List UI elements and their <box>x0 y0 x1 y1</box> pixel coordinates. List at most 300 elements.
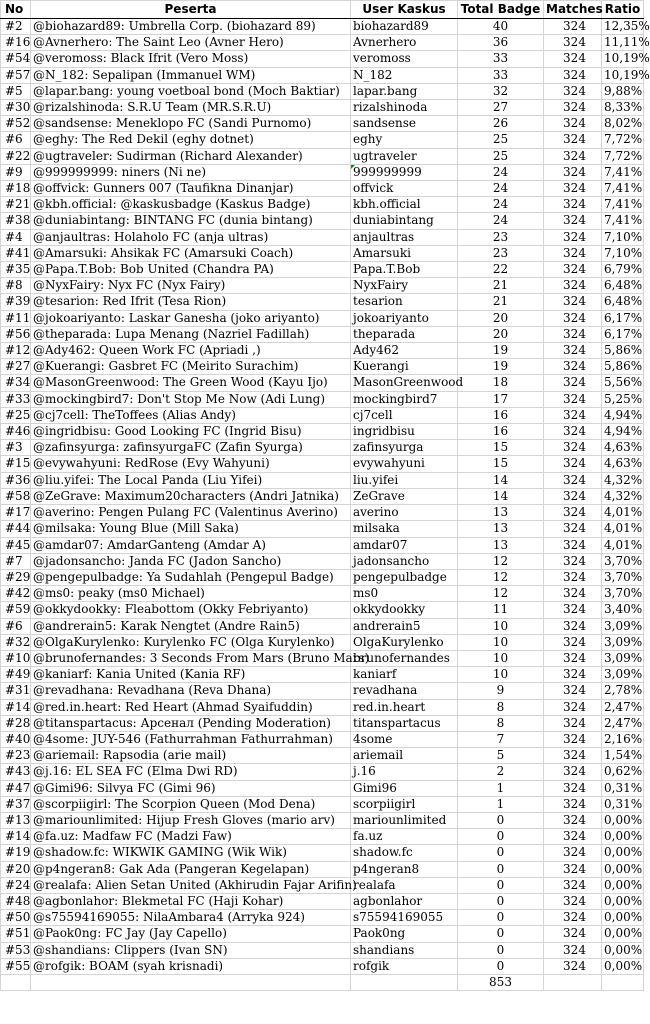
cell-no[interactable]: #6 <box>1 132 31 148</box>
cell-ratio[interactable]: 0,00% <box>602 861 644 877</box>
footer-cell[interactable] <box>351 974 458 990</box>
cell-user-kaskus[interactable]: mariounlimited <box>351 812 458 828</box>
cell-no[interactable]: #4 <box>1 229 31 245</box>
cell-peserta[interactable]: @pengepulbadge: Ya Sudahlah (Pengepul Badge) <box>31 569 351 585</box>
cell-peserta[interactable]: @red.in.heart: Red Heart (Ahmad Syaifuddin) <box>31 699 351 715</box>
cell-no[interactable]: #54 <box>1 51 31 67</box>
cell-user-kaskus[interactable]: Kuerangi <box>351 359 458 375</box>
cell-ratio[interactable]: 3,70% <box>602 553 644 569</box>
cell-matches[interactable]: 324 <box>544 602 602 618</box>
cell-ratio[interactable]: 7,10% <box>602 245 644 261</box>
cell-total-badge[interactable]: 13 <box>458 505 544 521</box>
cell-ratio[interactable]: 4,32% <box>602 488 644 504</box>
cell-ratio[interactable]: 2,78% <box>602 683 644 699</box>
cell-total-badge[interactable]: 14 <box>458 472 544 488</box>
cell-matches[interactable]: 324 <box>544 424 602 440</box>
cell-ratio[interactable]: 3,09% <box>602 618 644 634</box>
cell-no[interactable]: #22 <box>1 148 31 164</box>
cell-no[interactable]: #52 <box>1 116 31 132</box>
cell-ratio[interactable]: 0,00% <box>602 926 644 942</box>
footer-cell[interactable] <box>1 974 31 990</box>
footer-cell[interactable] <box>602 974 644 990</box>
cell-user-kaskus[interactable]: theparada <box>351 326 458 342</box>
cell-matches[interactable]: 324 <box>544 164 602 180</box>
cell-peserta[interactable]: @averino: Pengen Pulang FC (Valentinus Averino) <box>31 505 351 521</box>
cell-user-kaskus[interactable]: mockingbird7 <box>351 391 458 407</box>
cell-no[interactable]: #7 <box>1 553 31 569</box>
cell-peserta[interactable]: @999999999: niners (Ni ne) <box>31 164 351 180</box>
cell-ratio[interactable]: 10,19% <box>602 51 644 67</box>
cell-total-badge[interactable]: 36 <box>458 35 544 51</box>
cell-user-kaskus[interactable]: 999999999 <box>351 164 458 180</box>
cell-no[interactable]: #33 <box>1 391 31 407</box>
cell-user-kaskus[interactable]: realafa <box>351 877 458 893</box>
cell-user-kaskus[interactable]: 4some <box>351 731 458 747</box>
cell-ratio[interactable]: 0,31% <box>602 796 644 812</box>
cell-ratio[interactable]: 0,62% <box>602 764 644 780</box>
cell-no[interactable]: #45 <box>1 537 31 553</box>
cell-no[interactable]: #8 <box>1 278 31 294</box>
cell-no[interactable]: #34 <box>1 375 31 391</box>
cell-no[interactable]: #44 <box>1 521 31 537</box>
cell-user-kaskus[interactable]: jadonsancho <box>351 553 458 569</box>
cell-ratio[interactable]: 6,48% <box>602 294 644 310</box>
cell-total-badge[interactable]: 21 <box>458 278 544 294</box>
cell-peserta[interactable]: @rofgik: BOAM (syah krisnadi) <box>31 958 351 974</box>
cell-user-kaskus[interactable]: okkydookky <box>351 602 458 618</box>
cell-ratio[interactable]: 7,41% <box>602 197 644 213</box>
cell-no[interactable]: #24 <box>1 877 31 893</box>
cell-ratio[interactable]: 5,25% <box>602 391 644 407</box>
cell-no[interactable]: #35 <box>1 262 31 278</box>
cell-matches[interactable]: 324 <box>544 715 602 731</box>
cell-ratio[interactable]: 4,94% <box>602 424 644 440</box>
cell-ratio[interactable]: 7,41% <box>602 181 644 197</box>
cell-total-badge[interactable]: 33 <box>458 67 544 83</box>
cell-peserta[interactable]: @ms0: peaky (ms0 Michael) <box>31 586 351 602</box>
cell-user-kaskus[interactable]: liu.yifei <box>351 472 458 488</box>
cell-user-kaskus[interactable]: revadhana <box>351 683 458 699</box>
cell-matches[interactable]: 324 <box>544 116 602 132</box>
cell-user-kaskus[interactable]: NyxFairy <box>351 278 458 294</box>
cell-total-badge[interactable]: 13 <box>458 537 544 553</box>
cell-peserta[interactable]: @shandians: Clippers (Ivan SN) <box>31 942 351 958</box>
cell-matches[interactable]: 324 <box>544 796 602 812</box>
cell-user-kaskus[interactable]: Paok0ng <box>351 926 458 942</box>
cell-total-badge[interactable]: 26 <box>458 116 544 132</box>
cell-total-badge[interactable]: 15 <box>458 456 544 472</box>
cell-user-kaskus[interactable]: ariemail <box>351 748 458 764</box>
cell-peserta[interactable]: @fa.uz: Madfaw FC (Madzi Faw) <box>31 829 351 845</box>
cell-user-kaskus[interactable]: Gimi96 <box>351 780 458 796</box>
cell-matches[interactable]: 324 <box>544 213 602 229</box>
cell-user-kaskus[interactable]: Amarsuki <box>351 245 458 261</box>
cell-matches[interactable]: 324 <box>544 359 602 375</box>
cell-no[interactable]: #48 <box>1 893 31 909</box>
cell-no[interactable]: #9 <box>1 164 31 180</box>
cell-peserta[interactable]: @tesarion: Red Ifrit (Tesa Rion) <box>31 294 351 310</box>
cell-total-badge[interactable]: 33 <box>458 51 544 67</box>
cell-user-kaskus[interactable]: ms0 <box>351 586 458 602</box>
cell-total-badge[interactable]: 15 <box>458 440 544 456</box>
cell-total-badge[interactable]: 25 <box>458 132 544 148</box>
cell-no[interactable]: #40 <box>1 731 31 747</box>
cell-user-kaskus[interactable]: evywahyuni <box>351 456 458 472</box>
cell-total-badge[interactable]: 10 <box>458 667 544 683</box>
cell-total-badge[interactable]: 1 <box>458 796 544 812</box>
cell-peserta[interactable]: @revadhana: Revadhana (Reva Dhana) <box>31 683 351 699</box>
cell-total-badge[interactable]: 20 <box>458 310 544 326</box>
cell-ratio[interactable]: 6,79% <box>602 262 644 278</box>
cell-peserta[interactable]: @liu.yifei: The Local Panda (Liu Yifei) <box>31 472 351 488</box>
cell-matches[interactable]: 324 <box>544 100 602 116</box>
cell-ratio[interactable]: 7,41% <box>602 164 644 180</box>
cell-peserta[interactable]: @MasonGreenwood: The Green Wood (Kayu Ijo) <box>31 375 351 391</box>
cell-peserta[interactable]: @andrerain5: Karak Nengtet (Andre Rain5) <box>31 618 351 634</box>
cell-ratio[interactable]: 5,86% <box>602 343 644 359</box>
cell-total-badge[interactable]: 0 <box>458 958 544 974</box>
cell-ratio[interactable]: 9,88% <box>602 83 644 99</box>
cell-no[interactable]: #29 <box>1 569 31 585</box>
cell-user-kaskus[interactable]: offvick <box>351 181 458 197</box>
cell-matches[interactable]: 324 <box>544 197 602 213</box>
cell-ratio[interactable]: 2,47% <box>602 699 644 715</box>
cell-user-kaskus[interactable]: jokoariyanto <box>351 310 458 326</box>
cell-peserta[interactable]: @kbh.official: @kaskusbadge (Kaskus Badge) <box>31 197 351 213</box>
cell-user-kaskus[interactable]: shandians <box>351 942 458 958</box>
cell-no[interactable]: #14 <box>1 699 31 715</box>
cell-no[interactable]: #21 <box>1 197 31 213</box>
cell-ratio[interactable]: 3,09% <box>602 650 644 666</box>
cell-no[interactable]: #43 <box>1 764 31 780</box>
column-header-ratio[interactable]: Ratio <box>602 1 644 19</box>
cell-total-badge[interactable]: 19 <box>458 343 544 359</box>
cell-user-kaskus[interactable]: andrerain5 <box>351 618 458 634</box>
cell-peserta[interactable]: @sandsense: Meneklopo FC (Sandi Purnomo) <box>31 116 351 132</box>
cell-matches[interactable]: 324 <box>544 877 602 893</box>
cell-total-badge[interactable]: 25 <box>458 148 544 164</box>
cell-no[interactable]: #12 <box>1 343 31 359</box>
cell-no[interactable]: #38 <box>1 213 31 229</box>
cell-matches[interactable]: 324 <box>544 910 602 926</box>
cell-no[interactable]: #27 <box>1 359 31 375</box>
cell-matches[interactable]: 324 <box>544 667 602 683</box>
cell-total-badge[interactable]: 0 <box>458 845 544 861</box>
cell-no[interactable]: #6 <box>1 618 31 634</box>
cell-no[interactable]: #50 <box>1 910 31 926</box>
cell-total-badge[interactable]: 14 <box>458 488 544 504</box>
cell-matches[interactable]: 324 <box>544 780 602 796</box>
cell-no[interactable]: #39 <box>1 294 31 310</box>
cell-user-kaskus[interactable]: ingridbisu <box>351 424 458 440</box>
cell-total-badge[interactable]: 20 <box>458 326 544 342</box>
cell-ratio[interactable]: 7,72% <box>602 148 644 164</box>
total-badge-sum[interactable]: 853 <box>458 974 544 990</box>
cell-matches[interactable]: 324 <box>544 19 602 35</box>
cell-total-badge[interactable]: 1 <box>458 780 544 796</box>
cell-total-badge[interactable]: 24 <box>458 213 544 229</box>
cell-matches[interactable]: 324 <box>544 683 602 699</box>
cell-total-badge[interactable]: 0 <box>458 910 544 926</box>
cell-peserta[interactable]: @Kuerangi: Gasbret FC (Meirito Surachim) <box>31 359 351 375</box>
cell-total-badge[interactable]: 24 <box>458 164 544 180</box>
cell-no[interactable]: #51 <box>1 926 31 942</box>
cell-total-badge[interactable]: 19 <box>458 359 544 375</box>
cell-ratio[interactable]: 0,00% <box>602 910 644 926</box>
cell-no[interactable]: #20 <box>1 861 31 877</box>
cell-ratio[interactable]: 0,00% <box>602 942 644 958</box>
cell-ratio[interactable]: 1,54% <box>602 748 644 764</box>
column-header-matches[interactable]: Matches <box>544 1 602 19</box>
cell-peserta[interactable]: @brunofernandes: 3 Seconds From Mars (Bruno Mars) <box>31 650 351 666</box>
cell-ratio[interactable]: 6,48% <box>602 278 644 294</box>
cell-peserta[interactable]: @mockingbird7: Don't Stop Me Now (Adi Lung) <box>31 391 351 407</box>
cell-total-badge[interactable]: 5 <box>458 748 544 764</box>
cell-user-kaskus[interactable]: eghy <box>351 132 458 148</box>
cell-ratio[interactable]: 4,01% <box>602 505 644 521</box>
cell-no[interactable]: #47 <box>1 780 31 796</box>
cell-total-badge[interactable]: 17 <box>458 391 544 407</box>
cell-user-kaskus[interactable]: red.in.heart <box>351 699 458 715</box>
cell-ratio[interactable]: 0,00% <box>602 893 644 909</box>
cell-total-badge[interactable]: 9 <box>458 683 544 699</box>
cell-no[interactable]: #15 <box>1 456 31 472</box>
cell-total-badge[interactable]: 12 <box>458 569 544 585</box>
column-header-no[interactable]: No <box>1 1 31 19</box>
cell-user-kaskus[interactable]: OlgaKurylenko <box>351 634 458 650</box>
cell-ratio[interactable]: 3,09% <box>602 634 644 650</box>
cell-peserta[interactable]: @ugtraveler: Sudirman (Richard Alexander) <box>31 148 351 164</box>
cell-total-badge[interactable]: 13 <box>458 521 544 537</box>
cell-total-badge[interactable]: 0 <box>458 861 544 877</box>
cell-peserta[interactable]: @Ady462: Queen Work FC (Apriadi ,) <box>31 343 351 359</box>
cell-ratio[interactable]: 7,10% <box>602 229 644 245</box>
cell-user-kaskus[interactable]: N_182 <box>351 67 458 83</box>
cell-total-badge[interactable]: 12 <box>458 586 544 602</box>
cell-matches[interactable]: 324 <box>544 521 602 537</box>
cell-user-kaskus[interactable]: brunofernandes <box>351 650 458 666</box>
cell-user-kaskus[interactable]: pengepulbadge <box>351 569 458 585</box>
cell-user-kaskus[interactable]: s75594169055 <box>351 910 458 926</box>
cell-no[interactable]: #58 <box>1 488 31 504</box>
cell-no[interactable]: #53 <box>1 942 31 958</box>
cell-ratio[interactable]: 12,35% <box>602 19 644 35</box>
cell-ratio[interactable]: 4,94% <box>602 407 644 423</box>
cell-peserta[interactable]: @rizalshinoda: S.R.U Team (MR.S.R.U) <box>31 100 351 116</box>
cell-peserta[interactable]: @OlgaKurylenko: Kurylenko FC (Olga Kurylenko) <box>31 634 351 650</box>
cell-user-kaskus[interactable]: amdar07 <box>351 537 458 553</box>
cell-no[interactable]: #57 <box>1 67 31 83</box>
cell-matches[interactable]: 324 <box>544 294 602 310</box>
cell-ratio[interactable]: 6,17% <box>602 326 644 342</box>
cell-user-kaskus[interactable]: fa.uz <box>351 829 458 845</box>
cell-ratio[interactable]: 3,09% <box>602 667 644 683</box>
cell-ratio[interactable]: 5,86% <box>602 359 644 375</box>
cell-ratio[interactable]: 4,01% <box>602 521 644 537</box>
cell-matches[interactable]: 324 <box>544 148 602 164</box>
cell-no[interactable]: #18 <box>1 181 31 197</box>
cell-matches[interactable]: 324 <box>544 537 602 553</box>
cell-total-badge[interactable]: 10 <box>458 634 544 650</box>
cell-ratio[interactable]: 0,31% <box>602 780 644 796</box>
cell-total-badge[interactable]: 11 <box>458 602 544 618</box>
cell-ratio[interactable]: 0,00% <box>602 812 644 828</box>
cell-no[interactable]: #37 <box>1 796 31 812</box>
cell-peserta[interactable]: @p4ngeran8: Gak Ada (Pangeran Kegelapan) <box>31 861 351 877</box>
cell-peserta[interactable]: @zafinsyurga: zafinsyurgaFC (Zafin Syurga) <box>31 440 351 456</box>
cell-ratio[interactable]: 2,16% <box>602 731 644 747</box>
cell-matches[interactable]: 324 <box>544 958 602 974</box>
cell-ratio[interactable]: 6,17% <box>602 310 644 326</box>
cell-user-kaskus[interactable]: ZeGrave <box>351 488 458 504</box>
cell-matches[interactable]: 324 <box>544 51 602 67</box>
cell-peserta[interactable]: @N_182: Sepalipan (Immanuel WM) <box>31 67 351 83</box>
cell-peserta[interactable]: @anjaultras: Holaholo FC (anja ultras) <box>31 229 351 245</box>
cell-peserta[interactable]: @eghy: The Red Dekil (eghy dotnet) <box>31 132 351 148</box>
cell-matches[interactable]: 324 <box>544 926 602 942</box>
cell-no[interactable]: #55 <box>1 958 31 974</box>
cell-total-badge[interactable]: 23 <box>458 229 544 245</box>
cell-peserta[interactable]: @veromoss: Black Ifrit (Vero Moss) <box>31 51 351 67</box>
cell-total-badge[interactable]: 0 <box>458 812 544 828</box>
cell-matches[interactable]: 324 <box>544 310 602 326</box>
cell-user-kaskus[interactable]: cj7cell <box>351 407 458 423</box>
cell-user-kaskus[interactable]: rizalshinoda <box>351 100 458 116</box>
cell-no[interactable]: #42 <box>1 586 31 602</box>
cell-no[interactable]: #16 <box>1 35 31 51</box>
column-header-peserta[interactable]: Peserta <box>31 1 351 19</box>
cell-matches[interactable]: 324 <box>544 488 602 504</box>
cell-total-badge[interactable]: 2 <box>458 764 544 780</box>
cell-ratio[interactable]: 0,00% <box>602 877 644 893</box>
cell-no[interactable]: #56 <box>1 326 31 342</box>
cell-user-kaskus[interactable]: veromoss <box>351 51 458 67</box>
cell-ratio[interactable]: 3,70% <box>602 586 644 602</box>
cell-matches[interactable]: 324 <box>544 829 602 845</box>
cell-matches[interactable]: 324 <box>544 553 602 569</box>
cell-ratio[interactable]: 0,00% <box>602 829 644 845</box>
cell-total-badge[interactable]: 0 <box>458 893 544 909</box>
cell-matches[interactable]: 324 <box>544 893 602 909</box>
cell-user-kaskus[interactable]: scorpiigirl <box>351 796 458 812</box>
cell-ratio[interactable]: 8,33% <box>602 100 644 116</box>
cell-total-badge[interactable]: 16 <box>458 424 544 440</box>
cell-total-badge[interactable]: 8 <box>458 699 544 715</box>
cell-peserta[interactable]: @NyxFairy: Nyx FC (Nyx Fairy) <box>31 278 351 294</box>
cell-user-kaskus[interactable]: rofgik <box>351 958 458 974</box>
cell-user-kaskus[interactable]: ugtraveler <box>351 148 458 164</box>
cell-peserta[interactable]: @biohazard89: Umbrella Corp. (biohazard 89) <box>31 19 351 35</box>
cell-matches[interactable]: 324 <box>544 505 602 521</box>
cell-peserta[interactable]: @j.16: EL SEA FC (Elma Dwi RD) <box>31 764 351 780</box>
cell-matches[interactable]: 324 <box>544 472 602 488</box>
cell-peserta[interactable]: @duniabintang: BINTANG FC (dunia bintang) <box>31 213 351 229</box>
cell-user-kaskus[interactable]: kbh.official <box>351 197 458 213</box>
footer-cell[interactable] <box>31 974 351 990</box>
cell-user-kaskus[interactable]: agbonlahor <box>351 893 458 909</box>
cell-total-badge[interactable]: 22 <box>458 262 544 278</box>
cell-peserta[interactable]: @jadonsancho: Janda FC (Jadon Sancho) <box>31 553 351 569</box>
cell-matches[interactable]: 324 <box>544 391 602 407</box>
cell-matches[interactable]: 324 <box>544 132 602 148</box>
cell-total-badge[interactable]: 16 <box>458 407 544 423</box>
cell-peserta[interactable]: @mariounlimited: Hijup Fresh Gloves (mario arv) <box>31 812 351 828</box>
cell-matches[interactable]: 324 <box>544 229 602 245</box>
cell-matches[interactable]: 324 <box>544 440 602 456</box>
cell-total-badge[interactable]: 0 <box>458 877 544 893</box>
cell-user-kaskus[interactable]: shadow.fc <box>351 845 458 861</box>
cell-no[interactable]: #3 <box>1 440 31 456</box>
cell-peserta[interactable]: @Gimi96: Silvya FC (Gimi 96) <box>31 780 351 796</box>
cell-matches[interactable]: 324 <box>544 278 602 294</box>
cell-ratio[interactable]: 7,41% <box>602 213 644 229</box>
cell-matches[interactable]: 324 <box>544 262 602 278</box>
cell-no[interactable]: #32 <box>1 634 31 650</box>
cell-ratio[interactable]: 7,72% <box>602 132 644 148</box>
cell-ratio[interactable]: 5,56% <box>602 375 644 391</box>
cell-matches[interactable]: 324 <box>544 731 602 747</box>
cell-matches[interactable]: 324 <box>544 326 602 342</box>
cell-ratio[interactable]: 8,02% <box>602 116 644 132</box>
cell-matches[interactable]: 324 <box>544 861 602 877</box>
cell-total-badge[interactable]: 12 <box>458 553 544 569</box>
column-header-total-badge[interactable]: Total Badge <box>458 1 544 19</box>
cell-no[interactable]: #17 <box>1 505 31 521</box>
cell-peserta[interactable]: @lapar.bang: young voetboal bond (Moch Baktiar) <box>31 83 351 99</box>
cell-ratio[interactable]: 2,47% <box>602 715 644 731</box>
cell-user-kaskus[interactable]: kaniarf <box>351 667 458 683</box>
cell-matches[interactable]: 324 <box>544 634 602 650</box>
footer-cell[interactable] <box>544 974 602 990</box>
cell-ratio[interactable]: 3,70% <box>602 569 644 585</box>
cell-ratio[interactable]: 4,32% <box>602 472 644 488</box>
cell-matches[interactable]: 324 <box>544 845 602 861</box>
cell-matches[interactable]: 324 <box>544 748 602 764</box>
cell-peserta[interactable]: @scorpiigirl: The Scorpion Queen (Mod Dena) <box>31 796 351 812</box>
cell-peserta[interactable]: @s75594169055: NilaAmbara4 (Arryka 924) <box>31 910 351 926</box>
cell-user-kaskus[interactable]: milsaka <box>351 521 458 537</box>
cell-total-badge[interactable]: 18 <box>458 375 544 391</box>
cell-peserta[interactable]: @kaniarf: Kania United (Kania RF) <box>31 667 351 683</box>
cell-matches[interactable]: 324 <box>544 586 602 602</box>
cell-matches[interactable]: 324 <box>544 245 602 261</box>
cell-peserta[interactable]: @realafa: Alien Setan United (Akhirudin Fajar Arifin) <box>31 877 351 893</box>
cell-peserta[interactable]: @4some: JUY-546 (Fathurrahman Fathurrahman) <box>31 731 351 747</box>
cell-no[interactable]: #46 <box>1 424 31 440</box>
cell-user-kaskus[interactable]: j.16 <box>351 764 458 780</box>
cell-total-badge[interactable]: 24 <box>458 181 544 197</box>
cell-peserta[interactable]: @offvick: Gunners 007 (Taufikna Dinanjar) <box>31 181 351 197</box>
cell-peserta[interactable]: @Avnerhero: The Saint Leo (Avner Hero) <box>31 35 351 51</box>
cell-user-kaskus[interactable]: averino <box>351 505 458 521</box>
cell-matches[interactable]: 324 <box>544 67 602 83</box>
cell-total-badge[interactable]: 8 <box>458 715 544 731</box>
cell-matches[interactable]: 324 <box>544 181 602 197</box>
cell-total-badge[interactable]: 10 <box>458 650 544 666</box>
cell-total-badge[interactable]: 23 <box>458 245 544 261</box>
cell-no[interactable]: #49 <box>1 667 31 683</box>
cell-total-badge[interactable]: 24 <box>458 197 544 213</box>
cell-no[interactable]: #10 <box>1 650 31 666</box>
cell-matches[interactable]: 324 <box>544 618 602 634</box>
cell-matches[interactable]: 324 <box>544 407 602 423</box>
cell-peserta[interactable]: @shadow.fc: WIKWIK GAMING (Wik Wik) <box>31 845 351 861</box>
cell-no[interactable]: #36 <box>1 472 31 488</box>
cell-user-kaskus[interactable]: MasonGreenwood <box>351 375 458 391</box>
cell-user-kaskus[interactable]: anjaultras <box>351 229 458 245</box>
cell-ratio[interactable]: 10,19% <box>602 67 644 83</box>
cell-peserta[interactable]: @jokoariyanto: Laskar Ganesha (joko ariyanto) <box>31 310 351 326</box>
